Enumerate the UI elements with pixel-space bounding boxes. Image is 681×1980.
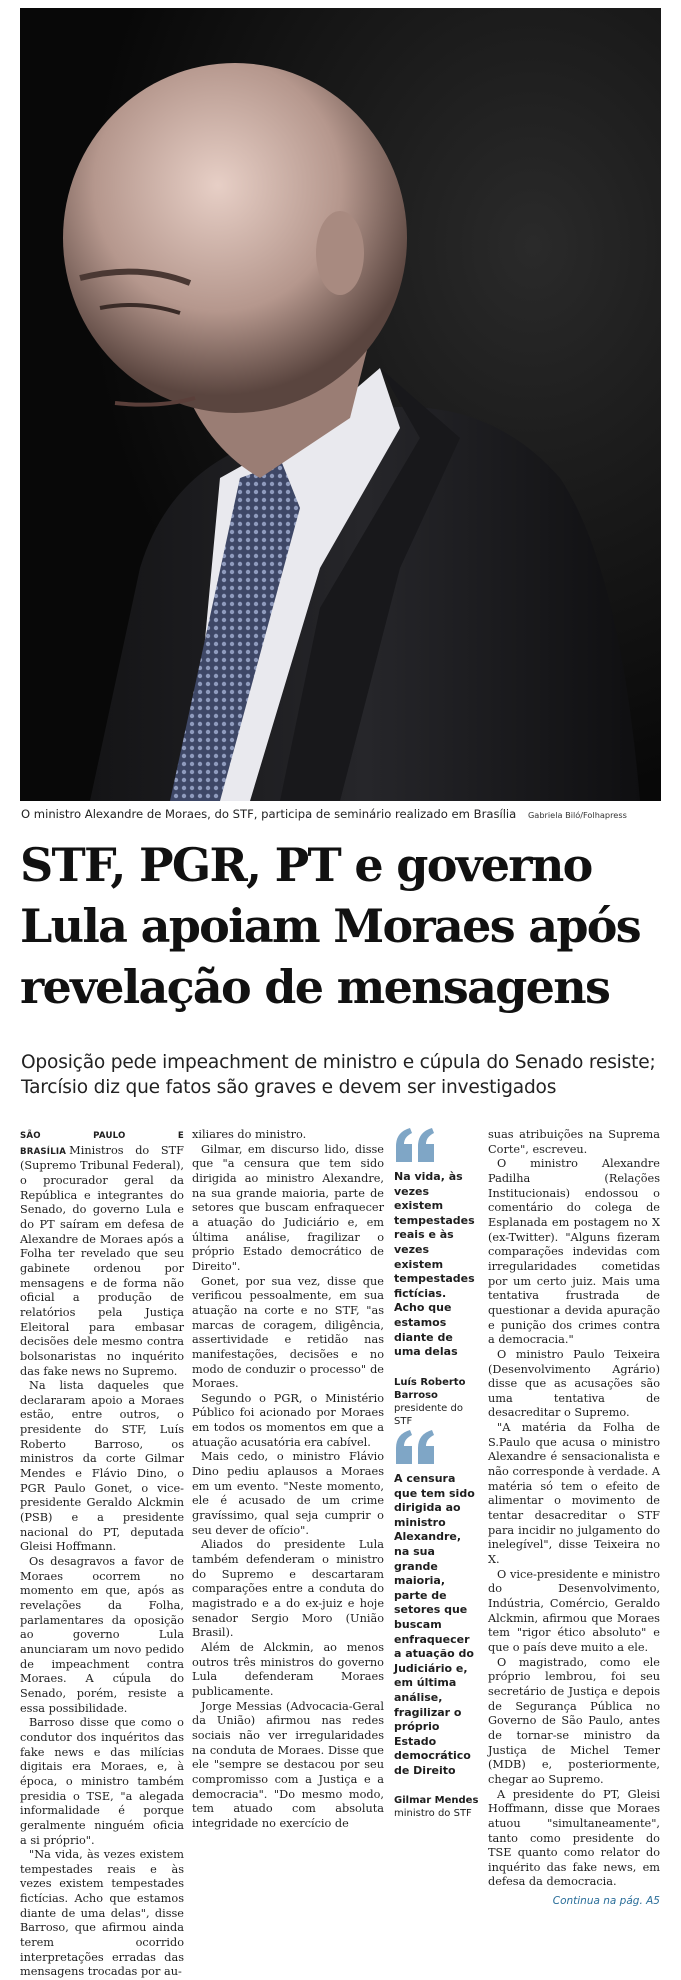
photo-caption [21,807,661,821]
paragraph: Segundo o PGR, o Ministério Público foi acionado por Moraes em todos os momentos em que a atuação acusatória era cabível. [192,1391,384,1449]
pull-quote-barroso [394,1128,480,1428]
article-column-1 [20,1128,184,1980]
headline-line-3: revelação de mensagens [20,960,610,1014]
quote-text: Na vida, às vezes existem tempestades reais e às vezes existem tempestades fictícias. Acho que estamos diante de uma delas [394,1170,475,1359]
quote-author: Gilmar Mendes [394,1795,479,1807]
paragraph: Aliados do presidente Lula também defenderam o ministro do Supremo e descartaram comparações entre a conduta do magistrado e a do ex-juiz e hoje senador Sergio Moro (União Brasil). [192,1538,384,1640]
paragraph: "A matéria da Folha de S.Paulo que acusa o ministro Alexandre é sensacionalista e não corresponde à verdade. A matéria só tem o efeito de alimentar o movimento de tentar desacreditar o STF para incidir no julgamento do inelegível", disse Teixeira no X. [488,1421,660,1567]
paragraph: Barroso disse que como o condutor dos inquéritos das fake news e das milícias digitais era Moraes, e, à época, o ministro também presidia o TSE, "a alegada informalidade é porque geralmente ninguém oficia a si próprio". [20,1716,184,1847]
paragraph: Mais cedo, o ministro Flávio Dino pediu aplausos a Moraes em um evento. "Neste momento, ele é acusado de um crime gravíssimo, qual seja cumprir o seu dever de ofício". [192,1450,384,1537]
paragraph: Gilmar, em discurso lido, disse que "a censura que tem sido dirigida ao ministro Alexandre, na sua grande maioria, parte de setores que buscam enfraquecer a atuação do Judiciário e, em última análise, fragilizar o próprio Estado democrático de Direito". [192,1142,384,1273]
paragraph: Além de Alckmin, ao menos outros três ministros do governo Lula defenderam Moraes publicamente. [192,1640,384,1698]
caption-text: O ministro Alexandre de Moraes, do STF, participa de seminário realizado em Brasília [21,807,517,821]
paragraph: A presidente do PT, Gleisi Hoffmann, disse que Moraes atuou "simultaneamente", tanto como presidente do TSE quanto como relator do inquérito das fake news, em defesa da democracia. [488,1787,660,1889]
subheadline: Oposição pede impeachment de ministro e cúpula do Senado resiste; Tarcísio diz que fatos são graves e devem ser investigados [21,1052,656,1098]
photo-credit: Gabriela Biló/Folhapress [527,810,627,820]
paragraph: suas atribuições na Suprema Corte", escreveu. [488,1128,660,1156]
headline [20,835,665,1018]
quote-role: presidente do STF [394,1402,463,1427]
photo-illustration [20,8,661,801]
dateline: SÃO PAULO E BRASÍLIA [20,1131,184,1157]
paragraph: "Na vida, às vezes existem tempestades reais e às vezes existem tempestades fictícias. Acho que estamos diante de uma delas", disse Barroso, que afirmou ainda terem ocorrido interpretações erradas das mensagens trocadas por au- [20,1848,184,1979]
paragraph: O magistrado, como ele próprio lembrou, foi seu secretário de Justiça e depois de Segurança Pública no Governo de São Paulo, antes de tornar-se ministro da Justiça de Michel Temer (MDB) e, posteriormente, chegar ao Supremo. [488,1655,660,1786]
paragraph: Jorge Messias (Advocacia-Geral da União) afirmou nas redes sociais não ver irregularidades na conduta de Moraes. Disse que ele "sempre se destacou por seu compromisso com a Justiça e a democracia". "Do mesmo modo, tem atuado com absoluta integridade no exercício de [192,1699,384,1830]
article-photo [20,8,661,801]
quote-role: ministro do STF [394,1808,472,1820]
paragraph: Os desagravos a favor de Moraes ocorrem no momento em que, após as revelações da Folha, parlamentares da oposição ao governo Lula anunciaram um novo pedido de impeachment contra Moraes. A cúpula do Senado, porém, resiste a essa possibilidade. [20,1555,184,1715]
paragraph: Na lista daqueles que declararam apoio a Moraes estão, entre outros, o presidente do STF, Luís Roberto Barroso, os ministros da corte Gilmar Mendes e Flávio Dino, o PGR Paulo Gonet, o vice-presidente Geraldo Alckmin (PSB) e a presidente nacional do PT, deputada Gleisi Hoffmann. [20,1379,184,1554]
quote-mark-icon [394,1128,438,1162]
paragraph: O vice-presidente e ministro do Desenvolvimento, Indústria, Comércio, Geraldo Alckmin, afirmou que Moraes tem "rigor ético absoluto" e que o país deve muito a ele. [488,1567,660,1654]
article-column-4 [488,1128,660,1909]
paragraph: SÃO PAULO E BRASÍLIA Ministros do STF (Supremo Tribunal Federal), o procurador geral da República e integrantes do Senado, do governo Lula e do PT saíram em defesa de Alexandre de Moraes após a Folha ter revelado que seu gabinete ordenou por mensagens e de forma não oficial a produção de relatórios pela Justiça Eleitoral para embasar decisões dele mesmo contra bolsonaristas no inquérito das fake news no Supremo. [20,1131,184,1378]
paragraph: O ministro Alexandre Padilha (Relações Institucionais) endossou o comentário do colega de Esplanada em postagem no X (ex-Twitter). "Alguns fizeram comparações indevidas com irregularidades cometidas por um certo juiz. Mais uma tentativa frustrada de questionar a devida apuração e punição dos crimes contra a democracia." [488,1157,660,1347]
paragraph: O ministro Paulo Teixeira (Desenvolvimento Agrário) disse que as acusações são uma tentativa de desacreditar o Supremo. [488,1347,660,1420]
paragraph: Gonet, por sua vez, disse que verificou pessoalmente, em sua atuação na corte e no STF, "as marcas de coragem, diligência, assertividade e retidão nas manifestações, decisões e no modo de conduzir o processo" de Moraes. [192,1274,384,1391]
continued-link[interactable]: Continua na pág. A5 [552,1895,660,1908]
quote-mark-icon [394,1430,438,1464]
headline-line-2: Lula apoiam Moraes após [20,899,640,953]
headline-line-1: STF, PGR, PT e governo [20,838,592,892]
pull-quote-gilmar [394,1430,480,1820]
paragraph: xiliares do ministro. [192,1128,307,1141]
article-column-2 [192,1128,384,1832]
quote-author: Luís Roberto Barroso [394,1376,466,1401]
quote-text: A censura que tem sido dirigida ao ministro Alexandre, na sua grande maioria, parte de setores que buscam enfraquecer a atuação do Judiciário e, em última análise, fragilizar o próprio Estado democrático de Direito [394,1472,475,1777]
